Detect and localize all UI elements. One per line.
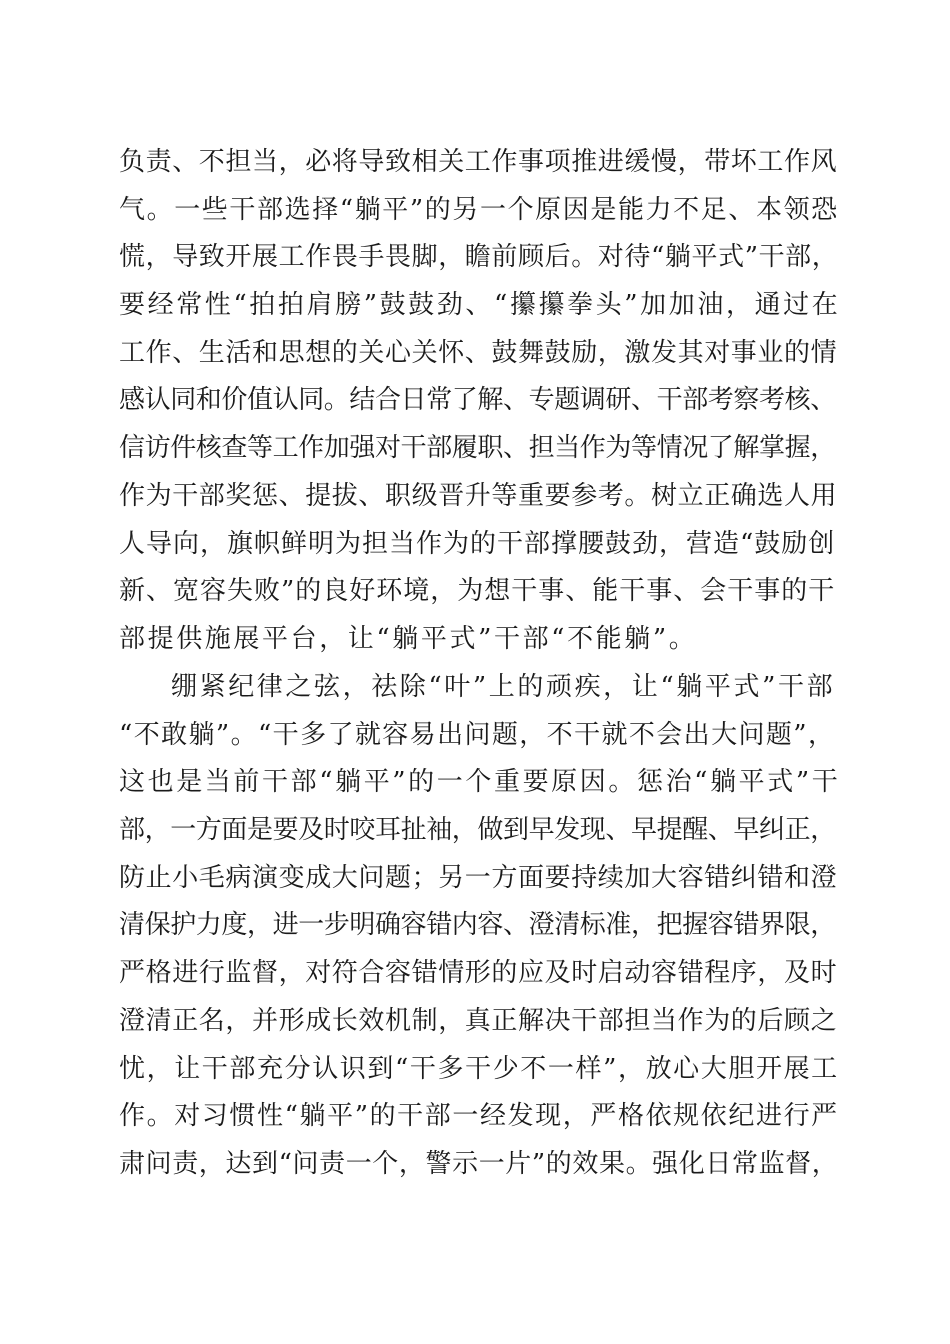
text-line: 澄清正名，并形成长效机制，真正解决干部担当作为的后顾之 <box>119 1006 838 1036</box>
text-line: 信访件核查等工作加强对干部履职、担当作为等情况了解掌握， <box>119 433 836 463</box>
text-line: 作为干部奖惩、提拔、职级晋升等重要参考。树立正确选人用 <box>119 481 838 511</box>
text-line: 这也是当前干部“躺平”的一个重要原因。惩治“躺平式”干 <box>119 767 841 797</box>
text-line: 部提供施展平台，让“躺平式”干部“不能躺”。 <box>119 624 698 654</box>
text-line: 作。对习惯性“躺平”的干部一经发现，严格依规依纪进行严 <box>119 1101 839 1131</box>
text-line: 忧，让干部充分认识到“干多干少不一样”，放心大胆开展工 <box>119 1054 839 1084</box>
text-line: 慌，导致开展工作畏手畏脚，瞻前顾后。对待“躺平式”干部， <box>119 242 839 272</box>
text-line: “不敢躺”。“干多了就容易出问题，不干就不会出大问题”， <box>119 720 836 750</box>
text-line: 要经常性“拍拍肩膀”鼓鼓劲、“攥攥拳头”加加油，通过在 <box>119 290 841 320</box>
text-line: 部，一方面是要及时咬耳扯袖，做到早发现、早提醒、早纠正， <box>119 815 836 845</box>
text-line: 严格进行监督，对符合容错情形的应及时启动容错程序，及时 <box>119 958 838 988</box>
text-line: 肃问责，达到“问责一个，警示一片”的效果。强化日常监督， <box>119 1149 839 1179</box>
paragraph-first-line: 绷紧纪律之弦，祛除“叶”上的顽疾，让“躺平式”干部 <box>171 672 836 702</box>
text-line: 感认同和价值认同。结合日常了解、专题调研、干部考察考核、 <box>119 385 836 415</box>
text-line: 工作、生活和思想的关心关怀、鼓舞鼓励，激发其对事业的情 <box>119 338 838 368</box>
text-line: 清保护力度，进一步明确容错内容、澄清标准，把握容错界限， <box>119 910 836 940</box>
text-line: 气。一些干部选择“躺平”的另一个原因是能力不足、本领恐 <box>119 195 839 225</box>
text-line: 人导向，旗帜鲜明为担当作为的干部撑腰鼓劲，营造“鼓励创 <box>119 529 836 559</box>
text-line: 负责、不担当，必将导致相关工作事项推进缓慢，带坏工作风 <box>119 147 838 177</box>
text-line: 防止小毛病演变成大问题；另一方面要持续加大容错纠错和澄 <box>119 863 838 893</box>
text-line: 新、宽容失败”的良好环境，为想干事、能干事、会干事的干 <box>119 576 836 606</box>
